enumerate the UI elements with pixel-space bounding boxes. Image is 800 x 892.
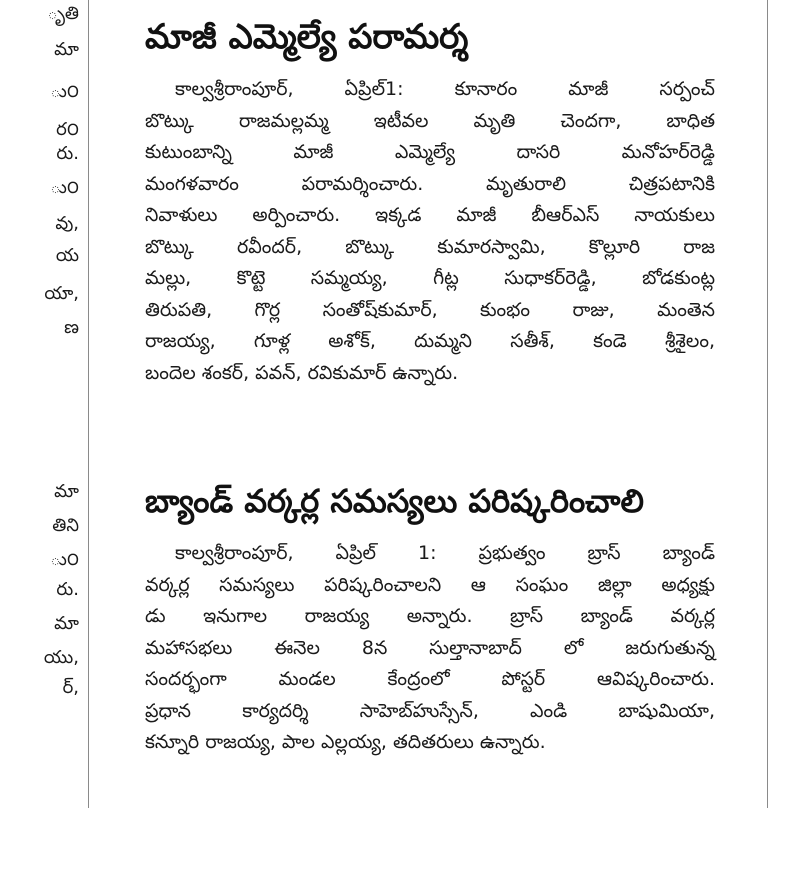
left-column-fragment: రు. — [56, 143, 79, 164]
left-column-fragment: య — [55, 245, 79, 266]
article-line: బందెల శంకర్, పవన్, రవికుమార్ ఉన్నారు. — [145, 361, 459, 384]
article-headline: మాజీ ఎమ్మెల్యే పరామర్శ — [145, 17, 469, 57]
left-column-fragment: యా, — [44, 283, 79, 304]
article-line: మహాసభలు ఈనెల 8న సుల్తానాబాద్ లో జరుగుతున్న — [145, 636, 715, 659]
left-column-fragment: తిని — [52, 515, 79, 536]
article-line: బొట్కు రాజమల్లమ్మ ఇటీవల మృతి చెందగా, బాధిత — [145, 109, 715, 132]
column-divider-left — [88, 0, 89, 808]
article-line: కాల్వశ్రీరాంపూర్, ఏప్రిల్ 1: ప్రభుత్వం బ్రాస్ బ్యాండ్ — [175, 542, 715, 564]
article-line: కుటుంబాన్ని మాజీ ఎమ్మెల్యే దాసరి మనోహర్‌రెడ్డి — [145, 141, 715, 163]
article-body — [145, 74, 715, 389]
left-column-fragment: ణ — [64, 317, 79, 338]
article-line: తిరుపతి, గొర్ల సంతోష్‌కుమార్, కుంభం రాజు, మంతెన — [145, 298, 715, 321]
article-line: మంగళవారం పరామర్శించారు. మృతురాలి చిత్రపటానికి — [145, 172, 715, 195]
left-column-fragment: ర౦ — [56, 119, 79, 140]
article-line: నివాళులు అర్పించారు. ఇక్కడ మాజీ బీఆర్‌ఎస్ నాయకులు — [145, 204, 715, 226]
article-line: కాల్వశ్రీరాంపూర్, ఏప్రిల్1: కూనారం మాజీ సర్పంచ్ — [175, 78, 715, 100]
article-line: రాజయ్య, గూళ్ల అశోక్, దుమ్మని సతీశ్, కండె శ్రీశైలం, — [145, 330, 715, 352]
left-column-fragment: యు, — [43, 647, 79, 668]
left-column-fragment: ృతి — [47, 3, 79, 24]
left-column-fragment: మా — [54, 613, 79, 634]
article-line: బొట్కు రవీందర్, బొట్కు కుమారస్వామి, కొల్లూరి రాజ — [145, 235, 715, 258]
article-line: కన్నూరి రాజయ్య, పాల ఎల్లయ్య, తదితరులు ఉన్నారు. — [145, 731, 546, 753]
article-body — [145, 538, 715, 759]
article-headline: బ్యాండ్ వర్కర్ల సమస్యలు పరిష్కరించాలి — [145, 482, 644, 520]
article-line: వర్కర్ల సమస్యలు పరిష్కరించాలని ఆ సంఘం జిల్లా అధ్యక్షు — [145, 573, 715, 596]
left-column-fragment: మా — [54, 481, 79, 502]
left-column-fragment: మా — [54, 39, 79, 60]
article-line: సందర్భంగా మండల కేంద్రంలో పోస్టర్ ఆవిష్కరించారు. — [145, 668, 715, 690]
left-column-fragment: ు౦ — [50, 81, 79, 102]
article-line: ప్రధాన కార్యదర్శి సాహెబ్‌హుస్సేన్, ఎండి బాషుమియా, — [145, 699, 715, 722]
column-divider-right — [767, 0, 768, 808]
left-column-fragment: ు౦ — [50, 177, 79, 198]
article-line: మల్లు, కొట్టె సమ్మయ్య, గీట్ల సుధాకర్‌రెడ్డి, బోడకుంట్ల — [145, 267, 715, 289]
left-column-fragment: రు. — [56, 579, 79, 600]
left-column-fragment: వు, — [55, 213, 79, 234]
left-column-fragment: ు౦ — [50, 549, 79, 570]
left-column-fragment: ర్, — [62, 677, 79, 698]
article-line: డు ఇనుగాల రాజయ్య అన్నారు. బ్రాస్ బ్యాండ్ వర్కర్ల — [145, 605, 715, 627]
left-column-clipped-text — [0, 0, 85, 760]
